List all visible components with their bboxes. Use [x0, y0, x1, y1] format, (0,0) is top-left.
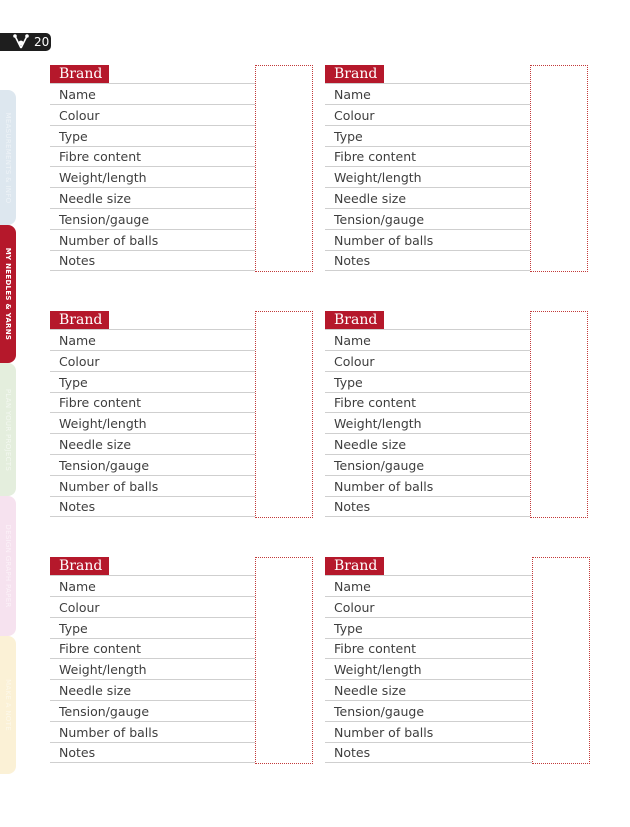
field-row[interactable]: Tension/gauge	[325, 209, 530, 230]
field-row[interactable]: Colour	[325, 105, 530, 126]
tab-label: PLAN YOUR PROJECTS	[4, 388, 12, 471]
tab-plan-your-projects[interactable]	[0, 363, 16, 496]
brand-field-line[interactable]	[325, 557, 532, 576]
field-row[interactable]: Number of balls	[50, 230, 255, 251]
field-row[interactable]: Colour	[325, 597, 532, 618]
yarn-sample-box[interactable]	[255, 557, 313, 764]
field-row[interactable]: Type	[50, 372, 255, 393]
tab-label: MY NEEDLES & YARNS	[4, 247, 12, 341]
field-row[interactable]: Name	[50, 84, 255, 105]
field-row[interactable]: Needle size	[50, 434, 255, 455]
yarn-sample-box[interactable]	[532, 557, 590, 764]
field-row[interactable]: Tension/gauge	[50, 701, 255, 722]
field-row[interactable]: Fibre content	[50, 392, 255, 413]
brand-label: Brand	[325, 65, 384, 84]
field-row[interactable]: Colour	[325, 351, 530, 372]
field-row[interactable]: Number of balls	[50, 476, 255, 497]
yarn-card	[50, 557, 315, 767]
yarn-sample-box[interactable]	[530, 65, 588, 272]
field-row[interactable]: Fibre content	[325, 392, 530, 413]
field-row[interactable]: Fibre content	[325, 146, 530, 167]
yarn-sample-box[interactable]	[255, 311, 313, 518]
field-row[interactable]: Notes	[50, 250, 255, 271]
field-row[interactable]: Name	[325, 84, 530, 105]
field-row[interactable]: Notes	[50, 742, 255, 763]
page-number: 20	[34, 35, 50, 49]
field-row[interactable]: Name	[325, 330, 530, 351]
field-row[interactable]: Type	[325, 372, 530, 393]
field-row[interactable]: Weight/length	[50, 413, 255, 434]
field-row[interactable]: Fibre content	[50, 146, 255, 167]
field-row[interactable]: Tension/gauge	[50, 455, 255, 476]
field-row[interactable]: Type	[50, 126, 255, 147]
yarn-sample-box[interactable]	[530, 311, 588, 518]
brand-label: Brand	[50, 311, 109, 330]
brand-label: Brand	[325, 311, 384, 330]
field-row[interactable]: Needle size	[325, 188, 530, 209]
field-row[interactable]: Weight/length	[325, 167, 530, 188]
page-number-badge	[0, 33, 51, 51]
field-row[interactable]: Weight/length	[50, 659, 255, 680]
field-row[interactable]: Number of balls	[50, 722, 255, 743]
field-row[interactable]: Notes	[325, 496, 530, 517]
brand-field-line[interactable]	[50, 65, 255, 84]
brand-label: Brand	[325, 557, 384, 576]
yarn-card	[325, 557, 590, 767]
field-row[interactable]: Tension/gauge	[325, 455, 530, 476]
brand-field-line[interactable]	[325, 65, 530, 84]
yarn-card	[50, 65, 315, 275]
tab-measurements-info[interactable]	[0, 90, 16, 225]
yarn-sample-box[interactable]	[255, 65, 313, 272]
brand-field-line[interactable]	[325, 311, 530, 330]
tab-label: MEASUREMENTS & INFO	[4, 112, 12, 203]
field-row[interactable]: Colour	[50, 105, 255, 126]
field-row[interactable]: Type	[325, 618, 532, 639]
field-row[interactable]: Name	[50, 330, 255, 351]
tab-my-needles-yarns[interactable]	[0, 225, 16, 363]
field-row[interactable]: Weight/length	[50, 167, 255, 188]
yarn-card	[50, 311, 315, 521]
brand-label: Brand	[50, 65, 109, 84]
brand-label: Brand	[50, 557, 109, 576]
yarn-card	[325, 65, 590, 275]
field-row[interactable]: Number of balls	[325, 230, 530, 251]
field-row[interactable]: Weight/length	[325, 659, 532, 680]
field-row[interactable]: Weight/length	[325, 413, 530, 434]
field-row[interactable]: Fibre content	[50, 638, 255, 659]
field-row[interactable]: Notes	[325, 250, 530, 271]
field-row[interactable]: Tension/gauge	[325, 701, 532, 722]
field-row[interactable]: Number of balls	[325, 722, 532, 743]
tab-design-graph-paper[interactable]	[0, 496, 16, 636]
field-row[interactable]: Colour	[50, 597, 255, 618]
field-row[interactable]: Fibre content	[325, 638, 532, 659]
yarn-card	[325, 311, 590, 521]
field-row[interactable]: Notes	[325, 742, 532, 763]
brand-field-line[interactable]	[50, 311, 255, 330]
tab-make-a-note[interactable]	[0, 636, 16, 774]
field-row[interactable]: Needle size	[325, 680, 532, 701]
tab-label: DESIGN GRAPH PAPER	[4, 524, 12, 608]
field-row[interactable]: Name	[50, 576, 255, 597]
field-row[interactable]: Tension/gauge	[50, 209, 255, 230]
field-row[interactable]: Name	[325, 576, 532, 597]
brand-field-line[interactable]	[50, 557, 255, 576]
field-row[interactable]: Needle size	[50, 188, 255, 209]
yarn-needles-icon	[12, 34, 30, 50]
field-row[interactable]: Needle size	[50, 680, 255, 701]
field-row[interactable]: Type	[50, 618, 255, 639]
tab-label: MAKE A NOTE	[4, 679, 12, 731]
field-row[interactable]: Notes	[50, 496, 255, 517]
field-row[interactable]: Number of balls	[325, 476, 530, 497]
field-row[interactable]: Colour	[50, 351, 255, 372]
field-row[interactable]: Type	[325, 126, 530, 147]
field-row[interactable]: Needle size	[325, 434, 530, 455]
